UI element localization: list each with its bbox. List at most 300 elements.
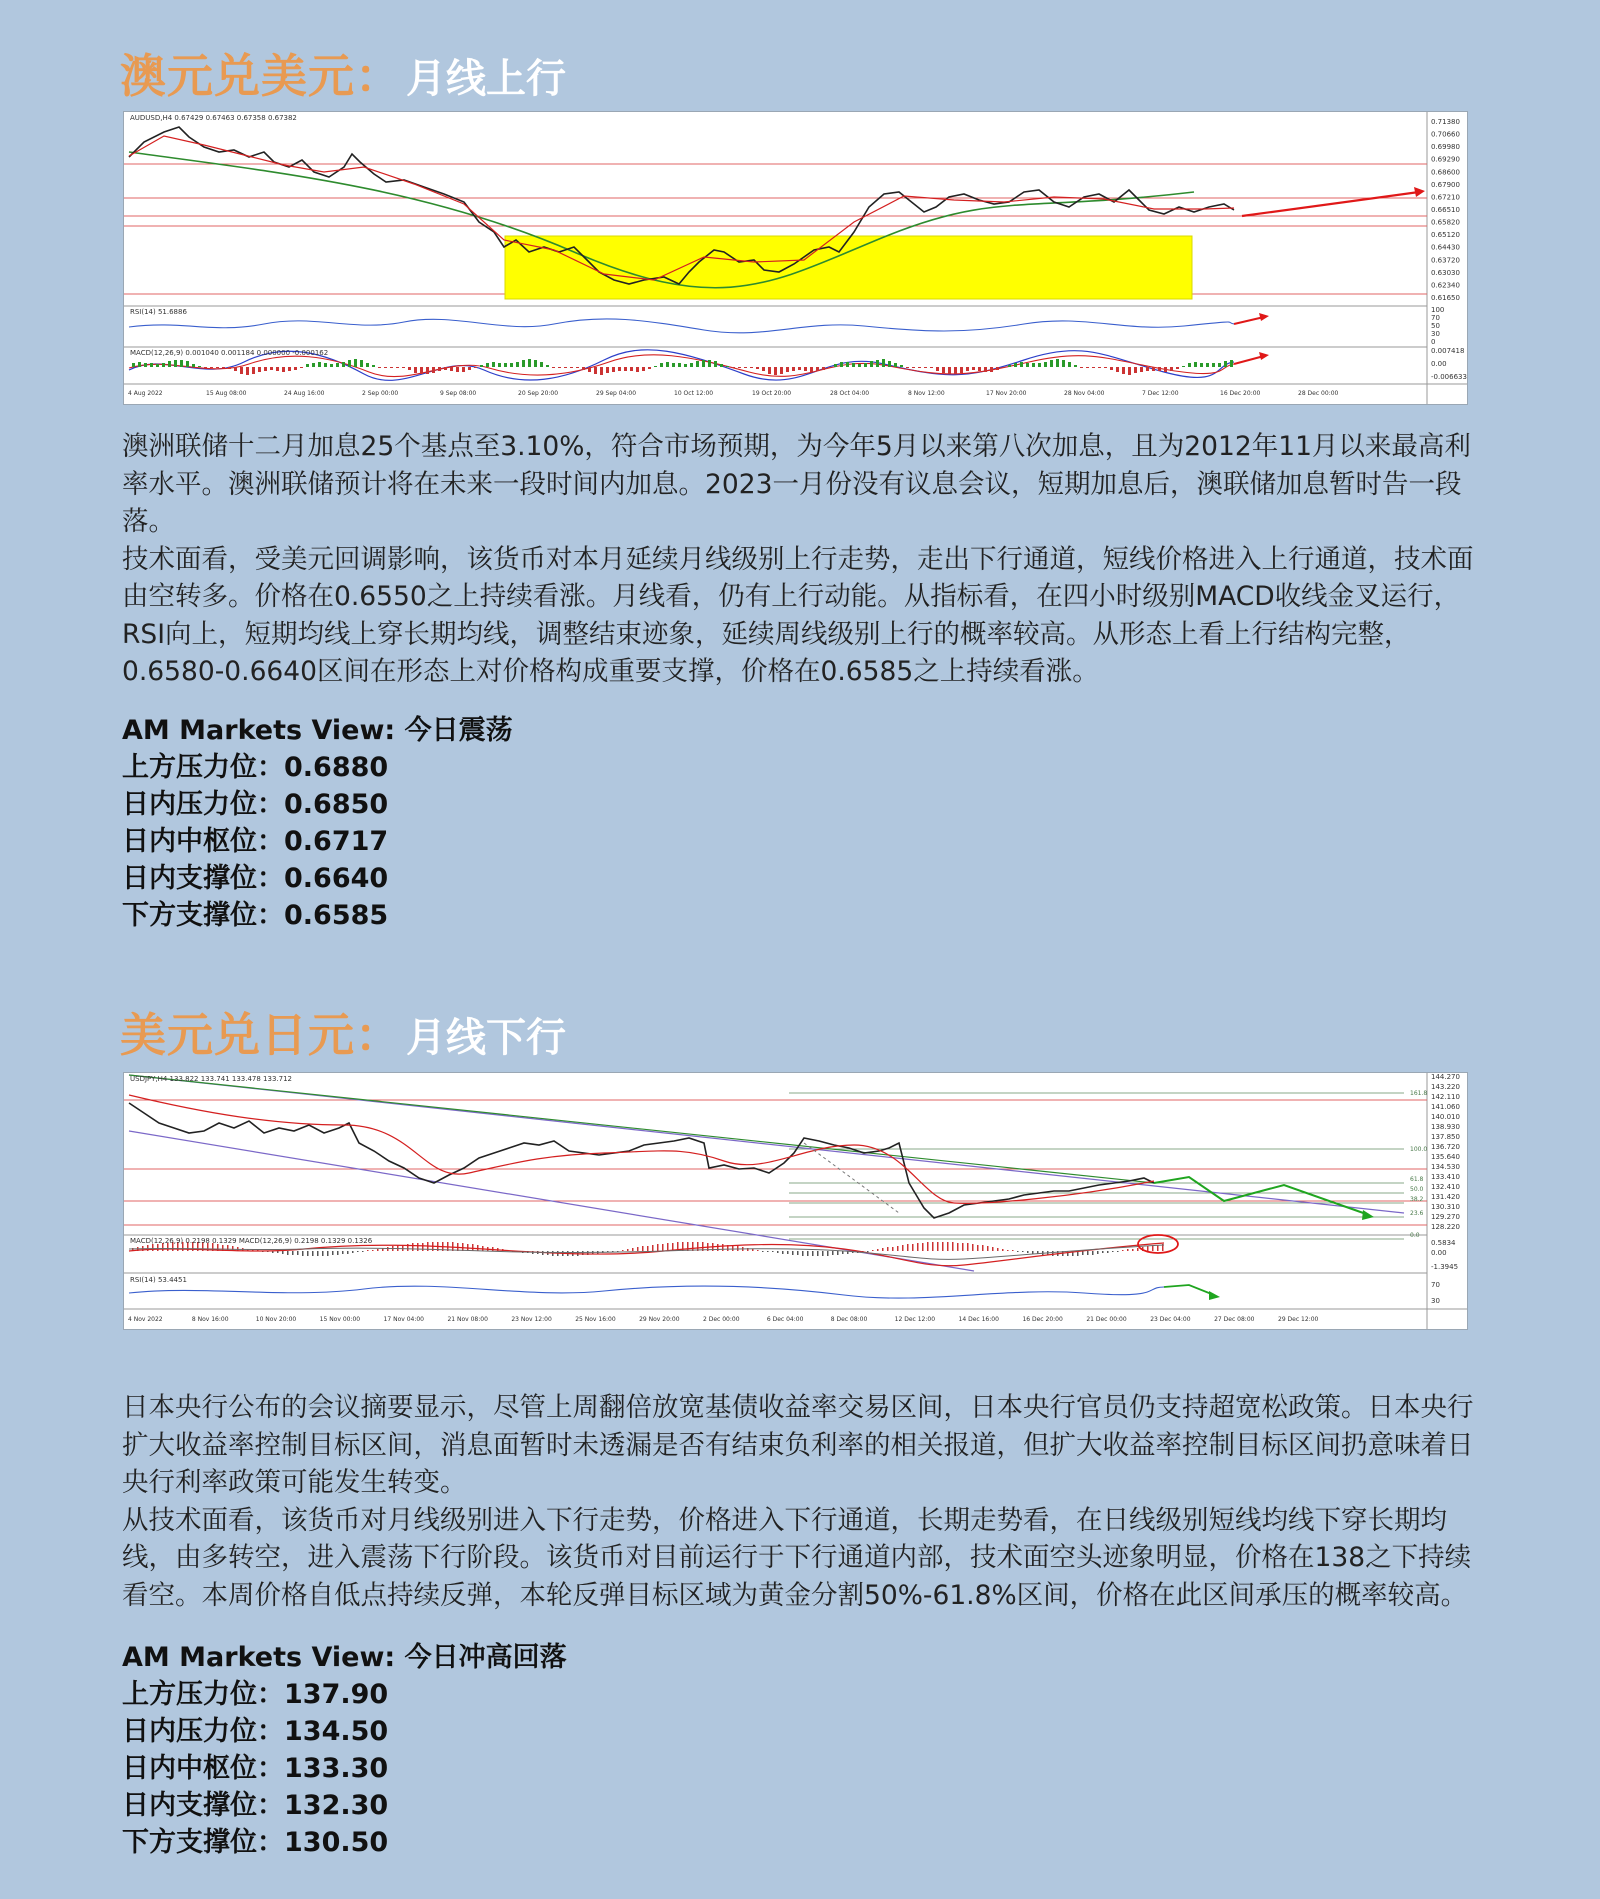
aud-macd-bar <box>1122 367 1125 374</box>
aud-macd-bar <box>570 367 573 368</box>
jpy-price-tick: 134.530 <box>1431 1163 1460 1171</box>
aud-macd-bar <box>276 367 279 371</box>
aud-macd-bar <box>168 361 171 367</box>
jpy-price-tick: 135.640 <box>1431 1153 1460 1161</box>
aud-macd-bar <box>180 360 183 367</box>
jpy-macd-bar <box>352 1251 354 1253</box>
aud-time-tick: 8 Nov 12:00 <box>908 390 945 397</box>
aud-macd-bar <box>330 364 333 367</box>
jpy-macd-bar <box>1127 1249 1129 1251</box>
jpy-fib-tick: 38.2 <box>1410 1196 1424 1203</box>
aud-macd-bar <box>1188 363 1191 367</box>
aud-macd-bar <box>600 367 603 375</box>
aud-rsi-tick: 50 <box>1431 322 1440 330</box>
aud-paragraph-technical: 技术面看，受美元回调影响，该货币对本月延续月线级别上行走势，走出下行通道，短线价格进入上行通道，技术面由空转多。价格在0.6550之上持续看涨。月线看，仍有上行动能。从指标看，在四小时级别MACD收线金叉运行，RSI向上，短期均线上穿长期均线，调整结束迹象，延续周线级别上行的概率较高。从形态上看上行结构完整，0.6580-0.6640区间在形态上对价格构成重要支撑，价格在0.6585之上持续看涨。 <box>122 543 1474 687</box>
jpy-paragraph-technical: 从技术面看，该货币对月线级别进入下行走势，价格进入下行通道，长期走势看，在日线级别短线均线下穿长期均线，由多转空，进入震荡下行阶段。该货币对目前运行于下行通道内部，技术面空头迹象明显，价格在138之下持续看空。本周价格自低点持续反弹，本轮反弹目标区域为黄金分割50%-61.8%区间，价格在此区间承压的概率较高。 <box>122 1504 1472 1611</box>
aud-macd-bar <box>420 367 423 374</box>
aud-macd-bar <box>546 365 549 367</box>
aud-level-value: 0.6717 <box>284 826 389 857</box>
jpy-macd-bar <box>337 1251 339 1255</box>
aud-price-tick: 0.69290 <box>1431 155 1460 164</box>
jpy-macd-bar <box>752 1249 754 1251</box>
jpy-macd-bar <box>1147 1246 1149 1251</box>
aud-macd-bar <box>438 367 441 371</box>
aud-macd-bar <box>162 363 165 367</box>
jpy-macd-bar <box>937 1242 939 1251</box>
aud-time-tick: 24 Aug 16:00 <box>284 390 325 397</box>
jpy-macd-bar <box>867 1251 869 1252</box>
aud-macd-bar <box>966 367 969 371</box>
aud-view-heading: AM Markets View: 今日震荡 <box>122 715 513 746</box>
aud-macd-bar <box>534 360 537 367</box>
aud-macd-bar <box>918 367 921 368</box>
aud-macd-bar <box>756 367 759 369</box>
jpy-macd-bar <box>317 1251 319 1256</box>
jpy-price-tick: 141.060 <box>1431 1103 1460 1111</box>
aud-macd-bar <box>582 367 585 370</box>
jpy-price-tick: 142.110 <box>1431 1093 1460 1101</box>
aud-price-tick: 0.69980 <box>1431 143 1460 152</box>
aud-macd-bar <box>810 367 813 372</box>
aud-rsi-tick: 0 <box>1431 338 1436 346</box>
aud-macd-bar <box>348 360 351 367</box>
jpy-macd-bar <box>792 1251 794 1255</box>
jpy-time-tick: 10 Nov 20:00 <box>255 1316 297 1323</box>
aud-macd-bar <box>486 363 489 367</box>
aud-macd-bar <box>336 363 339 367</box>
aud-level-label: 日内压力位： <box>122 789 284 820</box>
jpy-macd-bar <box>1137 1248 1139 1251</box>
aud-macd-bar <box>516 362 519 367</box>
aud-macd-bar <box>462 367 465 372</box>
aud-level-label: 日内支撑位： <box>122 863 284 894</box>
aud-macd-bar <box>426 367 429 374</box>
jpy-macd-bar <box>767 1251 769 1252</box>
jpy-time-tick: 15 Nov 00:00 <box>319 1316 361 1323</box>
aud-time-tick: 10 Oct 12:00 <box>674 390 714 397</box>
jpy-level-label: 日内支撑位： <box>122 1790 284 1821</box>
aud-macd-tick: -0.006633 <box>1431 373 1467 381</box>
jpy-price-tick: 137.850 <box>1431 1133 1460 1141</box>
aud-macd-bar <box>294 367 297 370</box>
jpy-macd-bar <box>772 1251 774 1252</box>
aud-macd-bar <box>1056 359 1059 367</box>
jpy-level-row <box>122 1824 567 1861</box>
jpy-macd-bar <box>947 1242 949 1251</box>
aud-macd-bar <box>1098 367 1101 368</box>
aud-macd-bar <box>504 363 507 367</box>
aud-time-tick: 7 Dec 12:00 <box>1142 390 1179 397</box>
aud-time-tick: 28 Dec 00:00 <box>1298 390 1339 397</box>
jpy-macd-bar <box>647 1246 649 1251</box>
aud-macd-bar <box>1164 367 1167 372</box>
aud-macd-bar <box>564 367 567 368</box>
jpy-macd-bar <box>987 1246 989 1251</box>
aud-macd-bar <box>684 364 687 367</box>
jpy-price-tick: 130.310 <box>1431 1203 1460 1211</box>
jpy-macd-bar <box>462 1243 464 1251</box>
aud-macd-bar <box>924 367 927 368</box>
jpy-time-tick: 23 Nov 12:00 <box>511 1316 552 1323</box>
jpy-macd-bar <box>1012 1250 1014 1251</box>
aud-macd-bar <box>678 363 681 367</box>
aud-macd-bar <box>984 367 987 372</box>
jpy-macd-bar <box>1112 1251 1114 1252</box>
aud-macd-bar <box>216 367 219 368</box>
aud-macd-bar <box>660 363 663 367</box>
aud-macd-bar <box>624 367 627 371</box>
jpy-macd-bar <box>362 1251 364 1252</box>
jpy-view <box>122 1639 567 1861</box>
jpy-time-tick: 21 Nov 08:00 <box>447 1316 488 1323</box>
aud-macd-bar <box>612 367 615 372</box>
aud-macd-bar <box>1218 363 1221 367</box>
jpy-macd-bar <box>717 1244 719 1251</box>
jpy-level-value: 133.30 <box>284 1753 389 1784</box>
jpy-macd-bar <box>322 1251 324 1256</box>
aud-title-pair: 澳元兑美元： <box>120 49 402 103</box>
jpy-macd-bar <box>777 1251 779 1253</box>
jpy-macd-bar <box>1002 1249 1004 1251</box>
aud-macd-bar <box>672 363 675 367</box>
aud-macd-bar <box>714 361 717 367</box>
aud-macd-bar <box>450 367 453 371</box>
aud-macd-bar <box>498 363 501 367</box>
aud-macd-bar <box>840 362 843 367</box>
jpy-level-value: 137.90 <box>284 1679 389 1710</box>
jpy-fib-tick: 0.0 <box>1410 1232 1420 1239</box>
jpy-rsi-label: RSI(14) 53.4451 <box>130 1276 187 1284</box>
jpy-macd-bar <box>372 1250 374 1251</box>
jpy-time-tick: 29 Dec 12:00 <box>1278 1316 1319 1323</box>
aud-macd-bar <box>282 367 285 372</box>
aud-macd-bar <box>738 367 741 368</box>
aud-macd-bar <box>972 367 975 370</box>
jpy-macd-bar <box>922 1243 924 1251</box>
jpy-macd-bar <box>622 1250 624 1251</box>
jpy-macd-bar <box>962 1243 964 1251</box>
aud-macd-bar <box>1062 360 1065 367</box>
jpy-time-tick: 21 Dec 00:00 <box>1086 1316 1127 1323</box>
jpy-macd-bar <box>802 1251 804 1256</box>
jpy-level-label: 下方支撑位： <box>122 1827 284 1858</box>
jpy-macd-bar <box>472 1244 474 1251</box>
aud-price-tick: 0.63030 <box>1431 268 1460 277</box>
jpy-macd-bar <box>412 1243 414 1251</box>
jpy-macd-bar <box>782 1251 784 1254</box>
aud-macd-bar <box>1152 367 1155 371</box>
jpy-macd-bar <box>1022 1251 1024 1252</box>
jpy-macd-bar <box>292 1251 294 1255</box>
aud-time-tick: 17 Nov 20:00 <box>986 390 1027 397</box>
jpy-macd-bar <box>722 1244 724 1251</box>
aud-symbol-label: AUDUSD,H4 0.67429 0.67463 0.67358 0.67382 <box>130 114 297 122</box>
aud-macd-bar <box>822 367 825 370</box>
aud-macd-bar <box>144 363 147 367</box>
aud-macd-bar <box>354 359 357 367</box>
aud-rsi-tick: 70 <box>1431 314 1440 322</box>
aud-rsi-tick: 30 <box>1431 330 1440 338</box>
jpy-macd-bar <box>902 1245 904 1251</box>
jpy-macd-bar <box>332 1251 334 1255</box>
aud-macd-bar <box>1002 367 1005 368</box>
aud-macd-bar <box>288 367 291 371</box>
jpy-osc-tick: 30 <box>1431 1297 1440 1305</box>
aud-macd-bar <box>456 367 459 372</box>
jpy-macd-bar <box>917 1243 919 1251</box>
aud-macd-bar <box>522 360 525 367</box>
jpy-macd-bar <box>997 1248 999 1251</box>
aud-macd-bar <box>198 366 201 367</box>
aud-macd-bar <box>708 360 711 367</box>
jpy-macd-bar <box>347 1251 349 1254</box>
aud-macd-bar <box>1026 363 1029 367</box>
jpy-macd-bar <box>277 1251 279 1253</box>
aud-macd-bar <box>744 367 747 368</box>
aud-time-tick: 28 Nov 04:00 <box>1064 390 1105 397</box>
jpy-macd-bar <box>1102 1251 1104 1253</box>
jpy-macd-bar <box>1082 1251 1084 1255</box>
aud-macd-bar <box>1176 367 1179 369</box>
jpy-level-row <box>122 1750 567 1787</box>
aud-macd-bar <box>858 364 861 367</box>
jpy-macd-bar <box>897 1246 899 1251</box>
jpy-macd-bar <box>822 1251 824 1256</box>
jpy-macd-bar <box>732 1246 734 1251</box>
aud-macd-bar <box>990 367 993 372</box>
jpy-time-tick: 2 Dec 00:00 <box>703 1316 740 1323</box>
aud-chart <box>123 111 1468 405</box>
jpy-time-tick: 8 Dec 08:00 <box>830 1316 868 1323</box>
aud-macd-bar <box>192 364 195 367</box>
jpy-macd-bar <box>892 1247 894 1251</box>
jpy-macd-bar <box>652 1245 654 1251</box>
aud-macd-label: MACD(12,26,9) 0.001040 0.001184 0.000000 -0.000162 <box>130 349 329 357</box>
jpy-level-label: 日内中枢位： <box>122 1753 284 1784</box>
aud-macd-bar <box>1050 360 1053 367</box>
aud-macd-bar <box>846 362 849 367</box>
aud-macd-bar <box>186 361 189 367</box>
aud-time-tick: 2 Sep 00:00 <box>362 390 399 397</box>
aud-macd-bar <box>306 364 309 367</box>
jpy-macd-bar <box>932 1242 934 1251</box>
aud-macd-bar <box>270 367 273 370</box>
aud-macd-bar <box>1128 367 1131 375</box>
aud-macd-bar <box>948 367 951 374</box>
aud-macd-bar <box>780 367 783 374</box>
jpy-osc-tick: 0.5834 <box>1431 1239 1456 1247</box>
aud-macd-bar <box>318 362 321 367</box>
jpy-macd-bar <box>287 1251 289 1255</box>
aud-macd-bar <box>618 367 621 371</box>
aud-macd-bar <box>246 367 249 375</box>
aud-title <box>120 40 566 110</box>
jpy-fib-tick: 161.8 <box>1410 1090 1428 1097</box>
aud-macd-bar <box>390 367 393 368</box>
aud-macd-bar <box>792 367 795 371</box>
aud-macd-bar <box>1038 363 1041 367</box>
aud-macd-bar <box>240 367 243 374</box>
jpy-macd-bar <box>812 1251 814 1256</box>
aud-macd-bar <box>762 367 765 371</box>
jpy-macd-bar <box>1157 1245 1159 1251</box>
jpy-macd-label: MACD(12,26,9) 0.2198 0.1329 MACD(12,26,9) 0.2198 0.1329 0.1326 <box>130 1237 373 1245</box>
aud-macd-bar <box>1170 367 1173 371</box>
aud-macd-bar <box>942 367 945 373</box>
aud-macd-bar <box>834 364 837 367</box>
aud-level-label: 上方压力位： <box>122 752 284 783</box>
jpy-macd-bar <box>357 1251 359 1252</box>
aud-macd-bar <box>852 363 855 367</box>
jpy-time-tick: 14 Dec 16:00 <box>958 1316 999 1323</box>
aud-macd-bar <box>1212 363 1215 367</box>
aud-macd-bar <box>654 366 657 367</box>
aud-macd-bar <box>150 363 153 367</box>
aud-rsi-label: RSI(14) 51.6886 <box>130 308 187 316</box>
jpy-macd-bar <box>992 1247 994 1251</box>
jpy-macd-bar <box>907 1244 909 1251</box>
jpy-time-tick: 27 Dec 08:00 <box>1214 1316 1255 1323</box>
jpy-macd-bar <box>662 1244 664 1251</box>
jpy-macd-bar <box>342 1251 344 1254</box>
aud-macd-bar <box>204 367 207 368</box>
jpy-macd-bar <box>642 1246 644 1251</box>
aud-price-tick: 0.67900 <box>1431 180 1460 189</box>
jpy-level-label: 日内压力位： <box>122 1716 284 1747</box>
jpy-price-tick: 132.410 <box>1431 1183 1460 1191</box>
jpy-osc-tick: 70 <box>1431 1281 1440 1289</box>
aud-macd-bar <box>402 367 405 368</box>
jpy-fib-tick: 100.0 <box>1410 1146 1428 1153</box>
jpy-macd-bar <box>422 1243 424 1251</box>
aud-macd-bar <box>228 367 231 369</box>
jpy-macd-bar <box>627 1249 629 1251</box>
jpy-level-value: 132.30 <box>284 1790 389 1821</box>
aud-macd-bar <box>882 359 885 367</box>
jpy-macd-bar <box>1092 1251 1094 1255</box>
aud-macd-bar <box>252 367 255 374</box>
aud-macd-bar <box>1146 367 1149 371</box>
aud-macd-bar <box>936 367 939 371</box>
aud-macd-bar <box>720 364 723 367</box>
aud-macd-bar <box>954 367 957 374</box>
jpy-time-tick: 17 Nov 04:00 <box>383 1316 425 1323</box>
aud-macd-bar <box>750 367 753 368</box>
jpy-macd-bar <box>1117 1251 1119 1252</box>
aud-macd-bar <box>342 362 345 367</box>
jpy-paragraph-fundamental: 日本央行公布的会议摘要显示，尽管上周翻倍放宽基债收益率交易区间，日本央行官员仍支持超宽松政策。日本央行扩大收益率控制目标区间，消息面暂时未透漏是否有结束负利率的相关报道，但扩大收益率控制目标区间扔意味着日央行利率政策可能发生转变。 <box>122 1392 1474 1498</box>
aud-paragraph-fundamental: 澳洲联储十二月加息25个基点至3.10%，符合市场预期，为今年5月以来第八次加息，且为2012年11月以来最高利率水平。澳洲联储预计将在未来一段时间内加息。2023一月份没有议息会议，短期加息后，澳联储加息暂时告一段落。 <box>122 431 1471 537</box>
aud-macd-bar <box>828 367 831 368</box>
aud-price-tick: 0.71380 <box>1431 118 1460 126</box>
jpy-macd-bar <box>1097 1251 1099 1254</box>
jpy-macd-bar <box>832 1251 834 1255</box>
jpy-time-tick: 8 Nov 16:00 <box>191 1316 229 1323</box>
aud-macd-bar <box>414 367 417 373</box>
jpy-level-label: 上方压力位： <box>122 1679 284 1710</box>
aud-macd-bar <box>300 367 303 368</box>
jpy-price-tick: 143.220 <box>1431 1083 1460 1091</box>
aud-time-tick: 9 Sep 08:00 <box>440 390 477 397</box>
jpy-title-pair: 美元兑日元： <box>120 1008 402 1062</box>
aud-macd-bar <box>900 365 903 367</box>
jpy-macd-bar <box>417 1243 419 1251</box>
aud-macd-bar <box>138 362 141 367</box>
aud-support-zone <box>505 236 1192 299</box>
aud-macd-bar <box>702 360 705 367</box>
jpy-macd-bar <box>927 1242 929 1251</box>
jpy-level-row <box>122 1676 567 1713</box>
aud-macd-bar <box>696 361 699 367</box>
aud-macd-bar <box>726 366 729 367</box>
jpy-title <box>120 999 566 1069</box>
jpy-time-tick: 25 Nov 16:00 <box>575 1316 616 1323</box>
aud-macd-bar <box>1230 360 1233 367</box>
jpy-macd-bar <box>1052 1251 1054 1256</box>
aud-time-tick: 29 Sep 04:00 <box>596 390 637 397</box>
aud-macd-bar <box>510 363 513 367</box>
jpy-macd-bar <box>942 1242 944 1251</box>
aud-level-label: 下方支撑位： <box>122 900 284 931</box>
aud-macd-bar <box>258 367 261 372</box>
aud-level-row <box>122 749 513 786</box>
jpy-level-row <box>122 1787 567 1824</box>
aud-price-tick: 0.65120 <box>1431 231 1460 240</box>
aud-macd-bar <box>552 367 555 368</box>
jpy-time-tick: 16 Dec 20:00 <box>1022 1316 1063 1323</box>
aud-level-row <box>122 786 513 823</box>
aud-macd-bar <box>264 367 267 371</box>
aud-macd-bar <box>642 367 645 371</box>
aud-time-tick: 4 Aug 2022 <box>128 390 163 397</box>
aud-level-row <box>122 860 513 897</box>
aud-macd-bar <box>444 367 447 370</box>
aud-macd-bar <box>1068 362 1071 367</box>
aud-macd-bar <box>1074 365 1077 367</box>
jpy-macd-bar <box>282 1251 284 1254</box>
jpy-title-trend: 月线下行 <box>406 1015 566 1061</box>
aud-macd-bar <box>636 367 639 372</box>
aud-macd-bar <box>312 363 315 367</box>
jpy-price-tick: 131.420 <box>1431 1193 1460 1201</box>
aud-macd-bar <box>1008 365 1011 367</box>
jpy-macd-bar <box>312 1251 314 1256</box>
jpy-level-value: 130.50 <box>284 1827 389 1858</box>
aud-macd-tick: 0.00 <box>1431 360 1447 368</box>
aud-macd-bar <box>558 367 561 368</box>
aud-macd-bar <box>132 363 135 367</box>
aud-price-tick: 0.62340 <box>1431 281 1460 290</box>
aud-macd-bar <box>588 367 591 372</box>
aud-macd-bar <box>474 367 477 368</box>
jpy-macd-bar <box>1027 1251 1029 1253</box>
aud-macd-bar <box>1194 362 1197 367</box>
jpy-view-heading: AM Markets View: 今日冲高回落 <box>122 1642 567 1673</box>
jpy-macd-bar <box>912 1244 914 1251</box>
jpy-macd-bar <box>367 1250 369 1251</box>
aud-price-tick: 0.65820 <box>1431 218 1460 227</box>
aud-price-tick: 0.70660 <box>1431 130 1460 139</box>
jpy-macd-bar <box>657 1244 659 1251</box>
aud-macd-bar <box>234 367 237 371</box>
aud-macd-bar <box>360 360 363 367</box>
aud-price-tick: 0.63720 <box>1431 256 1460 265</box>
aud-macd-bar <box>384 367 387 368</box>
aud-macd-bar <box>864 363 867 367</box>
jpy-macd-bar <box>667 1243 669 1251</box>
aud-macd-bar <box>870 361 873 367</box>
aud-macd-bar <box>1134 367 1137 373</box>
